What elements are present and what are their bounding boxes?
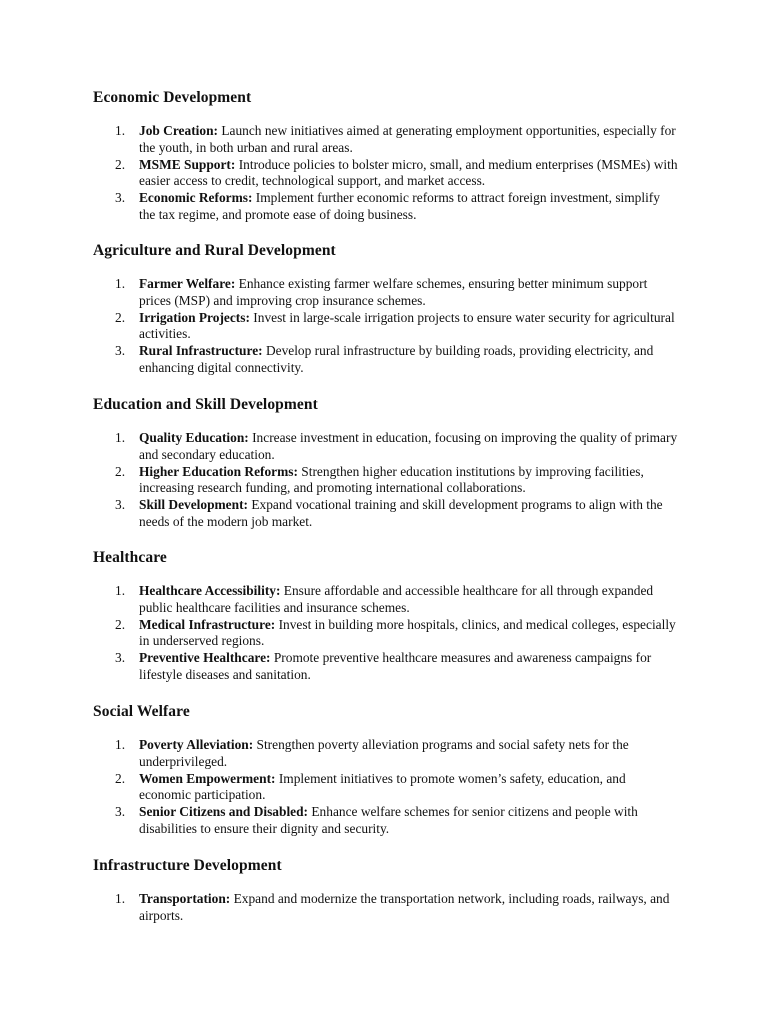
item-text: Invest in building more hospitals, clinics, and medical colleges, especially in underserved regions. [139,616,676,649]
section-infrastructure-development [93,856,693,925]
item-term: Skill Development: [139,497,248,513]
item-number: 1. [115,430,126,445]
item-number: 2. [115,616,126,632]
section-heading: Agriculture and Rural Development [93,242,336,259]
item-text: Enhance welfare schemes for senior citizens and people with disabilities to ensure their dignity and security. [139,804,638,836]
item-term: Quality Education: [139,430,249,445]
item-term: Senior Citizens and Disabled: [139,804,309,820]
item-number: 1. [115,123,126,138]
list-item [93,771,679,805]
section-heading: Education and Skill Development [93,396,318,413]
item-text: Develop rural infrastructure by building roads, providing electricity, and enhancing digital connectivity. [139,343,654,375]
list-item [93,497,679,531]
item-term: MSME Support: [139,156,236,172]
item-number: 2. [115,309,126,325]
item-term: Higher Education Reforms: [139,463,298,479]
item-number: 3. [115,804,126,820]
list-item [93,157,679,191]
item-number: 2. [115,463,126,479]
section-economic-development [93,88,693,224]
list-item [93,464,679,498]
numbered-list [93,276,693,377]
item-text: Expand and modernize the transportation network, including roads, railways, and airports. [139,891,670,923]
item-text: Launch new initiatives aimed at generating employment opportunities, especially for the youth, in both urban and rural areas. [139,123,676,155]
section-heading: Infrastructure Development [93,857,282,874]
item-term: Job Creation: [139,123,218,138]
list-item [93,123,679,157]
item-term: Transportation: [139,891,231,906]
item-term: Poverty Alleviation: [139,737,254,752]
item-text: Strengthen higher education institutions by improving facilities, increasing research funding, and promoting international collaborations. [139,463,644,496]
section-heading: Social Welfare [93,703,190,720]
list-item [93,891,679,925]
section-heading: Healthcare [93,549,167,566]
item-number: 2. [115,156,126,172]
item-text: Promote preventive healthcare measures and awareness campaigns for lifestyle diseases and sanitation. [139,650,652,682]
item-term: Women Empowerment: [139,770,276,786]
item-number: 3. [115,650,126,666]
numbered-list [93,737,693,838]
item-number: 2. [115,770,126,786]
section-social-welfare [93,702,693,838]
item-term: Rural Infrastructure: [139,343,263,359]
list-item [93,310,679,344]
item-term: Preventive Healthcare: [139,650,271,666]
list-item [93,650,679,684]
section-heading: Economic Development [93,89,252,106]
item-term: Medical Infrastructure: [139,616,276,632]
section-healthcare [93,548,693,684]
item-number: 3. [115,343,126,359]
item-text: Introduce policies to bolster micro, small, and medium enterprises (MSMEs) with easier access to credit, technological support, and market access. [139,156,678,189]
item-number: 3. [115,497,126,513]
item-number: 1. [115,891,126,906]
list-item [93,737,679,771]
item-text: Implement further economic reforms to attract foreign investment, simplify the tax regime, and promote ease of doing business. [139,190,660,222]
section-agriculture-rural-development [93,241,693,377]
list-item [93,430,679,464]
item-text: Strengthen poverty alleviation programs and social safety nets for the underprivileged. [139,737,629,769]
list-item [93,617,679,651]
numbered-list [93,123,693,224]
item-term: Irrigation Projects: [139,309,250,325]
item-term: Healthcare Accessibility: [139,583,281,598]
item-text: Expand vocational training and skill development programs to align with the needs of the modern job market. [139,497,663,529]
list-item [93,190,679,224]
item-text: Ensure affordable and accessible healthcare for all through expanded public healthcare facilities and insurance schemes. [139,583,654,615]
item-term: Economic Reforms: [139,190,253,206]
list-item [93,343,679,377]
numbered-list [93,430,693,531]
list-item [93,583,679,617]
item-number: 1. [115,737,126,752]
numbered-list [93,891,693,925]
list-item [93,276,679,310]
item-term: Farmer Welfare: [139,276,236,291]
section-education-skill-development [93,395,693,531]
item-text: Invest in large-scale irrigation projects to ensure water security for agricultural activities. [139,309,675,342]
item-text: Enhance existing farmer welfare schemes, ensuring better minimum support prices (MSP) and improving crop insurance schemes. [139,276,648,308]
numbered-list [93,583,693,684]
item-number: 1. [115,583,126,598]
list-item [93,804,679,838]
item-text: Implement initiatives to promote women’s safety, education, and economic participation. [139,770,626,803]
item-text: Increase investment in education, focusing on improving the quality of primary and secondary education. [139,430,678,462]
item-number: 1. [115,276,126,291]
item-number: 3. [115,190,126,206]
